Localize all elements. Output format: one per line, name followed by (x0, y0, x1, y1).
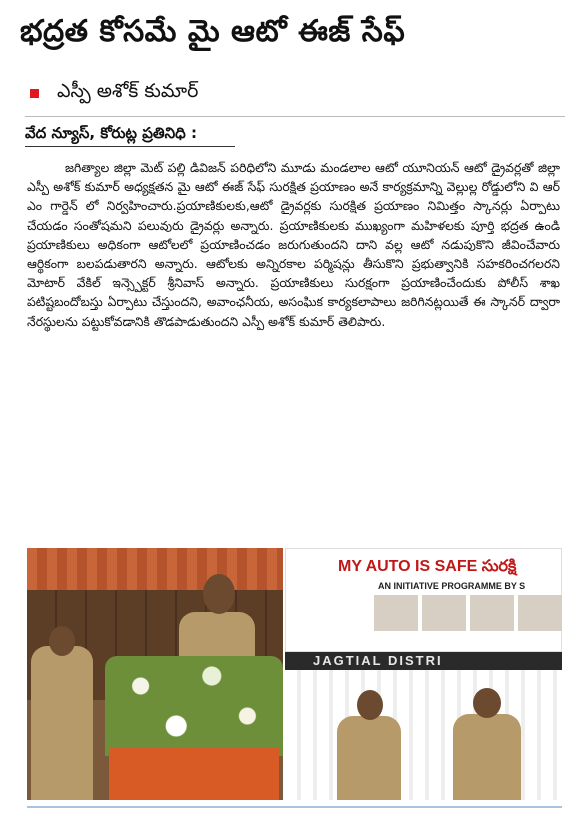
dateline: వేద న్యూస్, కోరుట్ల ప్రతినిధి : (25, 124, 197, 142)
photo-speaker-head (203, 574, 235, 614)
photo-officers-on-stage (285, 548, 562, 800)
headline: భద్రత కోసమే మై ఆటో ఈజ్ సేఫ్ (20, 14, 406, 49)
banner-strip-text: JAGTIAL DISTRI (313, 653, 443, 668)
photo-speaker-at-podium (27, 548, 283, 800)
photo-officer-seated-1-head (357, 690, 383, 720)
article-body (27, 158, 560, 331)
photo-officer-seated-2 (453, 714, 521, 800)
red-square-bullet-icon (30, 89, 39, 98)
photo-flower-arrangement (105, 656, 283, 756)
photo-curtain (27, 548, 283, 590)
article-paragraph: జగిత్యాల జిల్లా మెట్ పల్లి డివిజన్ పరిధిలోని మూడు మండలాల ఆటో యూనియన్ ఆటో డ్రైవర్లతో జిల్లా ఎస్పీ అశోక్ కుమార్ అధ్యక్షతన మై ఆటో ఈజ్ సేఫ్ సురక్షిత ప్రయాణం అనే కార్యక్రమాన్ని వెల్లుల్ల రోడ్డులోని వి ఆర్ ఎం గార్డెన్ లో నిర్వహించారు.ప్రయాణికులకు,ఆటో డ్రైవర్లకు సురక్షిత ప్రయాణం నిమిత్తం స్కానర్లు ఏర్పాటు చేయడం సంతోషమని పలువురు డ్రైవర్లు అన్నారు. ప్రయాణికులకు ముఖ్యంగా మహిళలకు పూర్తి భద్రత ఉండి ప్రయాణికులు అధికంగా ఆటోలలో ప్రయాణించడం జరుగుతుందని దాని వల్ల ఆటో నడుపుకొని జీవించేవారు ఆర్థికంగా బలపడుతారని అన్నారు. ఆటోలకు అన్నిరకాల పర్మిషన్లు తీసుకొని ప్రభుత్వానికి సహకరించగలరని మోటార్ వేకిల్ ఇన్స్పెక్టర్ శ్రీనివాస్ అన్నారు. ప్రయాణికులు సురక్షంగా ప్రయాణించేందుకు పోలీస్ శాఖ పటిష్టబందోబస్తు ఏర్పాటు చేస్తుందని, అవాంఛనీయ, అసంఘిక కార్యకలాపాలు జరిగినట్లయితే ఈ స్కానర్ ద్వారా నేరస్థులను పట్టుకోవడానికి తొడపాడుతుందని ఎస్పీ అశోక్ కుమార్ తెలిపారు. (27, 160, 560, 329)
photo-officer-left-head (49, 626, 75, 656)
photo-officer-seated-1 (337, 716, 401, 800)
byline-row (30, 80, 198, 106)
banner-image-tiles (374, 595, 562, 631)
photo-banner (285, 548, 562, 652)
photo-podium (109, 748, 279, 800)
photo-officer-left (31, 646, 93, 800)
bottom-rule (27, 806, 562, 808)
divider (25, 116, 565, 117)
banner-title: MY AUTO IS SAFE సురక్షి (338, 558, 517, 575)
dateline-underline (25, 146, 235, 147)
byline: ఎస్పీ అశోక్ కుమార్ (57, 79, 199, 102)
photo-officer-seated-2-head (473, 688, 501, 718)
banner-subtitle: AN INITIATIVE PROGRAMME BY S (378, 581, 526, 591)
